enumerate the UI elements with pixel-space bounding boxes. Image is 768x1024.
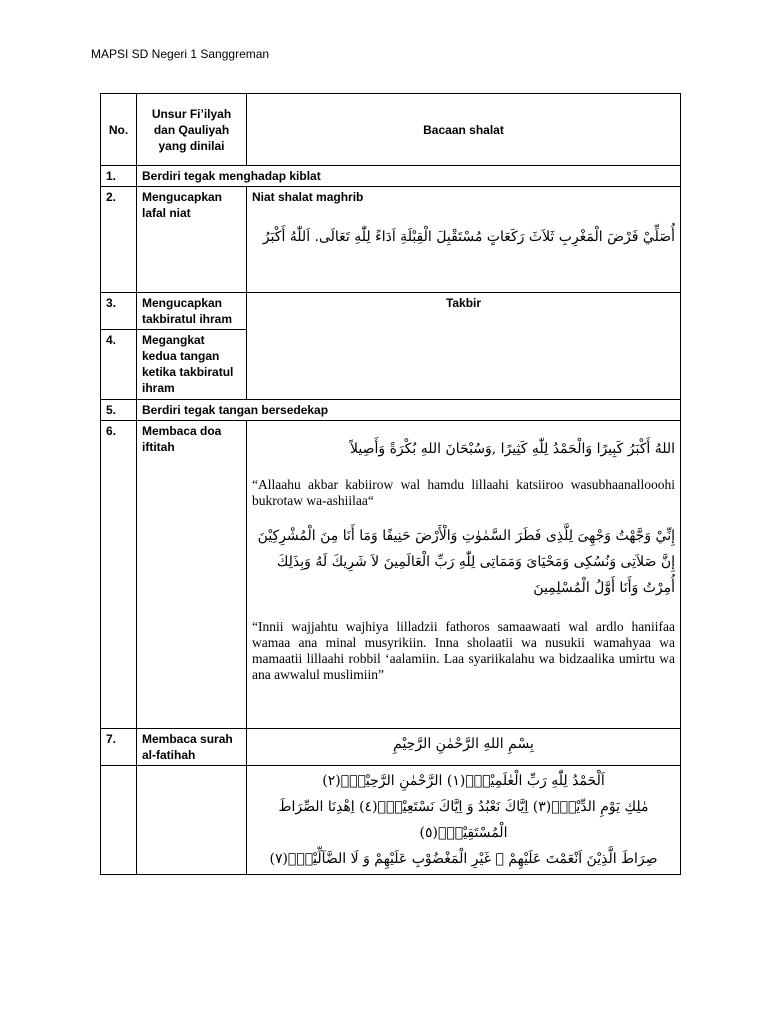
row-6-no: 6. (101, 421, 137, 729)
niat-arabic: أُصَلِّيْ فَرْضَ الْمَغْرِبِ ثَلاَثَ رَكَعَاتٍ مُسْتَقْبِلَ الْقِبْلَةِ اَدَاءً لِلّٰهِ تَعَالَى. اَللّٰهُ أَكْبَرُ (262, 229, 675, 245)
row-2-bacaan (247, 187, 681, 293)
fatihah-line-1: اَلْحَمْدُ لِلّٰهِ رَبِّ الْعٰلَمِيْنَۙ(١) الرَّحْمٰنِ الرَّحِيْمِۙ(٢) (322, 773, 605, 789)
row-1-text: Berdiri tegak menghadap kiblat (137, 166, 681, 187)
fatihah-line-2: مٰلِكِ يَوْمِ الدِّيْنِۗ(٣) اِيَّاكَ نَعْبُدُ وَ اِيَّاكَ نَسْتَعِيْنُۗ(٤) اِهْدِنَا الصِّرَاطَ الْمُسْتَقِيْمَۙ(٥) (278, 799, 649, 841)
takbir-label: Takbir (445, 296, 482, 310)
row-8-unsur (137, 766, 247, 875)
row-4-no: 4. (101, 330, 137, 400)
row-8-bacaan (247, 766, 681, 875)
table-row-5 (101, 400, 681, 421)
row-2-unsur: Mengucapkan lafal niat (137, 187, 247, 293)
table-row-7 (101, 729, 681, 766)
row-7-bacaan (247, 729, 681, 766)
row-3-no: 3. (101, 293, 137, 330)
iftitah-arabic-1: اللهُ أَكْبَرُ كَبِيرًا وَالْحَمْدُ لِلّٰهِ كَثِيرًا ,وَسُبْحَانَ اللهِ بُكْرَةً وَأَصِيلاً (350, 441, 675, 457)
row-4-unsur: Megangkat kedua tangan ketika takbiratul ihram (137, 330, 247, 400)
fatihah-line-3: صِرَاطَ الَّذِيْنَ اَنْعَمْتَ عَلَيْهِمْ ﴿ غَيْرِ الْمَغْضُوْبِ عَلَيْهِمْ وَ لَا الضَّآلِّيْنَ۠(٧) (269, 851, 658, 867)
table-row-3 (101, 293, 681, 330)
header-unsur: Unsur Fi’ilyah dan Qauliyah yang dinilai (137, 94, 247, 166)
table-row-8 (101, 766, 681, 875)
row-5-text: Berdiri tegak tangan bersedekap (137, 400, 681, 421)
row-8-no (101, 766, 137, 875)
header-bacaan: Bacaan shalat (247, 94, 681, 166)
table-row-6 (101, 421, 681, 729)
row-6-bacaan (247, 421, 681, 729)
table-header-row (101, 94, 681, 166)
row-3-bacaan (247, 293, 681, 400)
row-7-unsur: Membaca surah al-fatihah (137, 729, 247, 766)
iftitah-latin-1: “Allaahu akbar kabiirow wal hamdu lillaahi katsiiroo wasubhaanallooohi bukrotaw wa-ashiilaa“ (252, 477, 675, 508)
niat-title: Niat shalat maghrib (252, 190, 364, 204)
row-7-no: 7. (101, 729, 137, 766)
table-row-2 (101, 187, 681, 293)
row-2-no: 2. (101, 187, 137, 293)
row-1-no: 1. (101, 166, 137, 187)
iftitah-arabic-2: إِنِّيْ وَجَّهْتُ وَجْهِىَ لِلَّذِى فَطَرَ السَّمٰوٰتِ وَالْأَرْضَ حَنِيفًا وَمَا أَنَا مِنَ الْمُشْرِكِيْنَ إِنَّ صَلاَتِى وَنُسُكِى وَمَحْيَاىَ وَمَمَاتِى لِلّٰهِ رَبِّ الْعَالَمِينَ لاَ شَرِيكَ لَهُ وَبِذَلِكَ أُمِرْتُ وَأَنَا أَوَّلُ الْمُسْلِمِينَ (257, 528, 675, 596)
iftitah-latin-2: “Innii wajjahtu wajhiya lilladzii fathoros samaawaati wal ardlo haniifaa wamaa ana minal musyrikiin. Inna sholaatii wa nusukii wamahyaa wa mamaatii lillaahi robbil ‘aalamiin. Laa syariikalahu wa bidzaalika umirtu wa ana awwalul muslimiin” (252, 619, 675, 682)
basmalah: بِسْمِ اللهِ الرَّحْمٰنِ الرَّحِيْمِ (393, 736, 534, 752)
header-no: No. (101, 94, 137, 166)
table-row-1 (101, 166, 681, 187)
document-header: MAPSI SD Negeri 1 Sanggreman (91, 47, 270, 61)
row-5-no: 5. (101, 400, 137, 421)
prayer-assessment-table (100, 93, 681, 875)
row-6-unsur: Membaca doa iftitah (137, 421, 247, 729)
row-3-unsur: Mengucapkan takbiratul ihram (137, 293, 247, 330)
